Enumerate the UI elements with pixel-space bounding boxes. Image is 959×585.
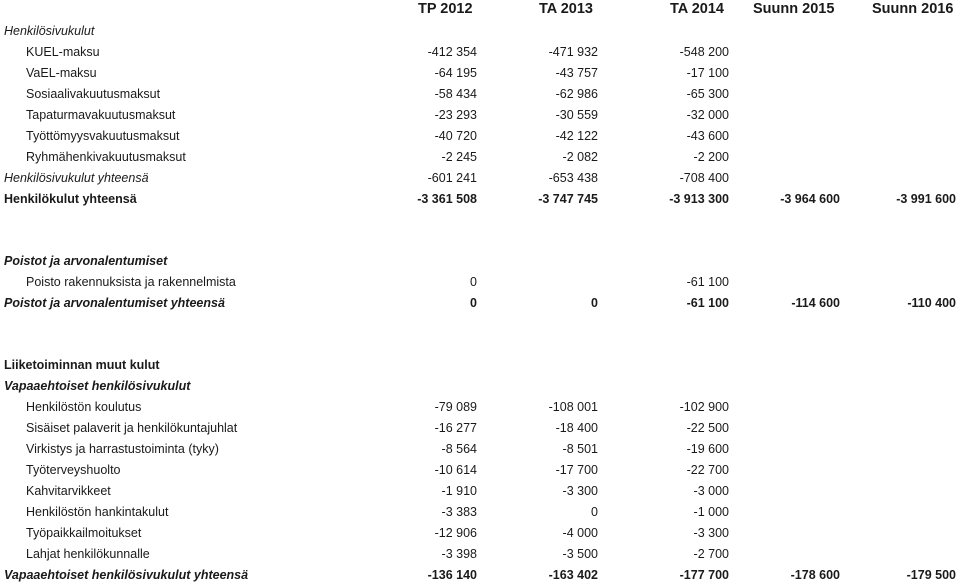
- cell-ta2014: -43 600: [686, 129, 729, 143]
- subsection-heading: [0, 376, 959, 396]
- table-row: [0, 481, 959, 501]
- table-row: [0, 397, 959, 417]
- table-row: [0, 460, 959, 480]
- subtotal-row: [0, 168, 959, 188]
- section-heading: [0, 355, 959, 375]
- cell-ta2014: -19 600: [686, 442, 729, 456]
- cell-tp2012: 0: [470, 296, 477, 310]
- cell-tp2012: -3 383: [441, 505, 477, 519]
- row-label: Sisäiset palaverit ja henkilökuntajuhlat: [26, 421, 238, 435]
- cell-ta2014: -32 000: [686, 108, 729, 122]
- total-row: [0, 293, 959, 313]
- cell-ta2013: -3 747 745: [538, 192, 598, 206]
- cell-ta2014: -3 000: [693, 484, 729, 498]
- cell-ta2014: -3 300: [693, 526, 729, 540]
- cell-tp2012: -79 089: [434, 400, 477, 414]
- total-row: [0, 189, 959, 209]
- cell-ta2013: -3 300: [562, 484, 598, 498]
- cell-ta2014: -548 200: [679, 45, 729, 59]
- cell-ta2013: -17 700: [555, 463, 598, 477]
- cell-tp2012: -40 720: [434, 129, 477, 143]
- cell-ta2014: -708 400: [679, 171, 729, 185]
- row-label: Henkilösivukulut yhteensä: [4, 171, 149, 185]
- column-header-tp2012: TP 2012: [418, 1, 473, 17]
- table-row: [0, 523, 959, 543]
- cell-ta2013: -163 402: [548, 568, 598, 582]
- cell-tp2012: -23 293: [434, 108, 477, 122]
- cell-suunn2016: -3 991 600: [896, 192, 956, 206]
- table-row: [0, 63, 959, 83]
- row-label: KUEL-maksu: [26, 45, 100, 59]
- cell-ta2013: -42 122: [555, 129, 598, 143]
- cell-ta2014: -22 700: [686, 463, 729, 477]
- total-row: [0, 565, 959, 585]
- cell-ta2014: -61 100: [686, 275, 729, 289]
- row-label: Lahjat henkilökunnalle: [26, 547, 150, 561]
- cell-ta2013: 0: [591, 505, 598, 519]
- cell-ta2014: -2 200: [693, 150, 729, 164]
- column-header-suunn2016: Suunn 2016: [872, 1, 954, 17]
- table-row: [0, 42, 959, 62]
- table-row: [0, 126, 959, 146]
- section-heading: [0, 21, 959, 41]
- row-label: Liiketoiminnan muut kulut: [4, 358, 160, 372]
- section-heading: [0, 251, 959, 271]
- cell-tp2012: -136 140: [427, 568, 477, 582]
- cell-ta2013: -30 559: [555, 108, 598, 122]
- cell-ta2014: -177 700: [679, 568, 729, 582]
- table-row: [0, 84, 959, 104]
- cell-tp2012: -10 614: [434, 463, 477, 477]
- row-label: Poistot ja arvonalentumiset yhteensä: [4, 296, 225, 310]
- cell-ta2013: -4 000: [562, 526, 598, 540]
- row-label: Työpaikkailmoitukset: [26, 526, 142, 540]
- cell-ta2013: -8 501: [562, 442, 598, 456]
- cell-suunn2015: -114 600: [791, 296, 840, 310]
- row-label: Työttömyysvakuutusmaksut: [26, 129, 180, 143]
- row-label: Henkilöstön hankintakulut: [26, 505, 169, 519]
- table-row: [0, 147, 959, 167]
- table-row: [0, 418, 959, 438]
- cell-ta2013: -653 438: [548, 171, 598, 185]
- cell-suunn2016: -110 400: [907, 296, 956, 310]
- row-label: Vapaaehtoiset henkilösivukulut yhteensä: [4, 568, 249, 582]
- table-row: [0, 272, 959, 292]
- row-label: Virkistys ja harrastustoiminta (tyky): [26, 442, 219, 456]
- cell-ta2014: -1 000: [693, 505, 729, 519]
- cell-tp2012: -601 241: [427, 171, 477, 185]
- cell-ta2014: -2 700: [693, 547, 729, 561]
- row-label: Vapaaehtoiset henkilösivukulut: [4, 379, 191, 393]
- cell-suunn2015: -3 964 600: [780, 192, 840, 206]
- row-label: Poistot ja arvonalentumiset: [4, 254, 168, 268]
- cell-ta2013: -18 400: [555, 421, 598, 435]
- cell-suunn2016: -179 500: [906, 568, 956, 582]
- cell-ta2013: -62 986: [555, 87, 598, 101]
- cell-ta2014: -102 900: [679, 400, 729, 414]
- row-label: Poisto rakennuksista ja rakennelmista: [26, 275, 236, 289]
- cell-ta2014: -3 913 300: [669, 192, 729, 206]
- cell-ta2014: -22 500: [686, 421, 729, 435]
- cell-ta2013: -108 001: [548, 400, 598, 414]
- row-label: Henkilökulut yhteensä: [4, 192, 137, 206]
- cell-tp2012: -3 361 508: [417, 192, 477, 206]
- cell-tp2012: -2 245: [441, 150, 477, 164]
- cell-ta2014: -61 100: [686, 296, 729, 310]
- cell-tp2012: -12 906: [434, 526, 477, 540]
- cell-ta2013: -471 932: [548, 45, 598, 59]
- row-label: Henkilösivukulut: [4, 24, 95, 38]
- cell-tp2012: -3 398: [441, 547, 477, 561]
- cell-suunn2015: -178 600: [790, 568, 840, 582]
- row-label: Ryhmähenkivakuutusmaksut: [26, 150, 186, 164]
- cell-tp2012: -58 434: [434, 87, 477, 101]
- cell-tp2012: -8 564: [441, 442, 477, 456]
- table-row: [0, 439, 959, 459]
- cell-tp2012: -16 277: [434, 421, 477, 435]
- row-label: Henkilöstön koulutus: [26, 400, 142, 414]
- cell-ta2013: -43 757: [555, 66, 598, 80]
- row-label: Tapaturmavakuutusmaksut: [26, 108, 176, 122]
- row-label: VaEL-maksu: [26, 66, 97, 80]
- column-header-ta2013: TA 2013: [539, 1, 593, 17]
- cell-tp2012: -412 354: [427, 45, 477, 59]
- row-label: Sosiaalivakuutusmaksut: [26, 87, 161, 101]
- cell-ta2013: -2 082: [562, 150, 598, 164]
- row-label: Työterveyshuolto: [26, 463, 121, 477]
- row-label: Kahvitarvikkeet: [26, 484, 111, 498]
- cell-ta2013: 0: [591, 296, 598, 310]
- column-header-row: [0, 0, 959, 20]
- cell-ta2013: -3 500: [562, 547, 598, 561]
- cell-ta2014: -17 100: [686, 66, 729, 80]
- cell-ta2014: -65 300: [686, 87, 729, 101]
- table-row: [0, 502, 959, 522]
- column-header-suunn2015: Suunn 2015: [753, 1, 835, 17]
- column-header-ta2014: TA 2014: [670, 1, 724, 17]
- table-row: [0, 544, 959, 564]
- cell-tp2012: -1 910: [441, 484, 477, 498]
- cell-tp2012: -64 195: [434, 66, 477, 80]
- table-row: [0, 105, 959, 125]
- cell-tp2012: 0: [470, 275, 477, 289]
